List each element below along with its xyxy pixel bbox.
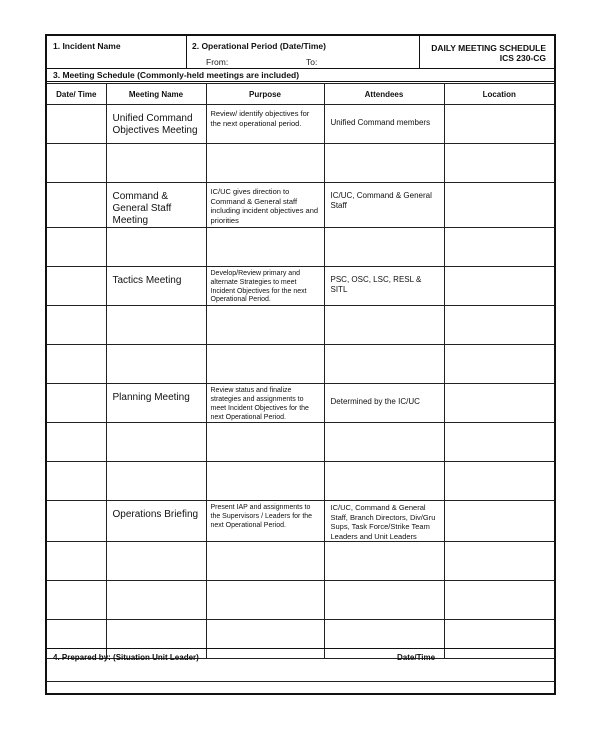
from-label: From: [206,57,229,67]
attendees-cell [324,267,444,306]
attendees-cell[interactable] [324,228,444,267]
meeting-purpose: IC/UC gives direction to Command & General staff including incident objectives and priorities [210,187,319,225]
location-cell[interactable] [444,384,554,423]
location-cell[interactable] [444,501,554,542]
date-time-cell[interactable] [47,144,106,183]
date-time-cell[interactable] [47,345,106,384]
ics-230-form [45,34,556,695]
location-cell[interactable] [444,144,554,183]
column-header-meeting-name: Meeting Name [106,84,206,105]
date-time-cell[interactable] [47,423,106,462]
table-row [47,501,554,542]
meeting-name-cell [106,501,206,542]
location-cell[interactable] [444,228,554,267]
meeting-attendees: Determined by the IC/UC [330,397,420,407]
date-time-label: Date/Time [397,653,436,662]
date-time-cell[interactable] [47,306,106,345]
meeting-schedule-table [47,83,554,659]
meeting-name-cell[interactable] [106,462,206,501]
purpose-cell [206,501,324,542]
column-header-attendees: Attendees [324,84,444,105]
attendees-cell [324,501,444,542]
table-row [47,228,554,267]
meeting-purpose: Review status and finalize strategies and assignments to meet Incident Objectives for the next Operational Period. [210,387,309,421]
table-row [47,144,554,183]
table-row [47,423,554,462]
attendees-cell [324,183,444,228]
meeting-name: Unified Command Objectives Meeting [112,113,198,136]
table-row [47,462,554,501]
location-cell[interactable] [444,423,554,462]
table-row [47,306,554,345]
form-code: ICS 230-CG [499,53,546,63]
meeting-attendees: IC/UC, Command & General Staff [330,191,432,210]
meeting-purpose: Review/ identify objectives for the next operational period. [210,109,310,128]
table-row [47,542,554,581]
incident-name-label: 1. Incident Name [53,41,121,51]
table-row [47,183,554,228]
form-header [47,36,554,69]
date-time-cell[interactable] [47,462,106,501]
attendees-cell[interactable] [324,542,444,581]
attendees-cell [324,384,444,423]
section-3-label: 3. Meeting Schedule (Commonly-held meetings are included) [47,69,554,82]
purpose-cell[interactable] [206,306,324,345]
date-time-cell[interactable] [47,228,106,267]
date-time-cell[interactable] [47,267,106,306]
purpose-cell[interactable] [206,345,324,384]
prepared-by-label: 4. Prepared by: (Situation Unit Leader) [53,653,199,662]
date-time-cell[interactable] [47,542,106,581]
signature-line[interactable] [47,681,554,682]
column-header-date-time: Date/ Time [47,84,106,105]
table-row [47,384,554,423]
meeting-attendees: IC/UC, Command & General Staff, Branch Directors, Div/Gru Sups, Task Force/Strike Team Leaders and Unit Leaders [330,503,436,541]
meeting-name: Tactics Meeting [112,275,182,286]
purpose-cell[interactable] [206,423,324,462]
to-label: To: [306,57,318,67]
meeting-name-cell[interactable] [106,581,206,620]
location-cell[interactable] [444,267,554,306]
location-cell[interactable] [444,183,554,228]
date-time-cell[interactable] [47,384,106,423]
attendees-cell[interactable] [324,581,444,620]
meeting-name-cell[interactable] [106,228,206,267]
purpose-cell[interactable] [206,144,324,183]
location-cell[interactable] [444,105,554,144]
date-time-cell[interactable] [47,581,106,620]
purpose-cell [206,105,324,144]
meeting-purpose: Develop/Review primary and alternate Strategies to meet Incident Objectives for the next Operational Period. [210,270,307,304]
meeting-name-cell[interactable] [106,423,206,462]
column-header-purpose: Purpose [206,84,324,105]
purpose-cell [206,384,324,423]
location-cell[interactable] [444,345,554,384]
prepared-by-section [47,648,554,693]
table-row [47,105,554,144]
meeting-name: Planning Meeting [112,392,190,404]
table-row [47,581,554,620]
purpose-cell[interactable] [206,542,324,581]
date-time-cell[interactable] [47,501,106,542]
attendees-cell[interactable] [324,306,444,345]
operational-period-field[interactable] [187,36,420,68]
meeting-name-cell[interactable] [106,345,206,384]
purpose-cell[interactable] [206,462,324,501]
meeting-name-cell[interactable] [106,144,206,183]
meeting-name-cell[interactable] [106,542,206,581]
table-row [47,267,554,306]
attendees-cell[interactable] [324,462,444,501]
attendees-cell[interactable] [324,423,444,462]
purpose-cell [206,183,324,228]
meeting-name-cell [106,384,206,423]
location-cell[interactable] [444,306,554,345]
table-row [47,345,554,384]
purpose-cell [206,267,324,306]
date-time-cell[interactable] [47,183,106,228]
attendees-cell [324,105,444,144]
incident-name-field[interactable] [47,36,187,68]
purpose-cell[interactable] [206,228,324,267]
meeting-name: Command & General Staff Meeting [112,191,172,226]
meeting-name-cell [106,183,206,228]
location-cell[interactable] [444,462,554,501]
purpose-cell[interactable] [206,581,324,620]
location-cell[interactable] [444,581,554,620]
table-header-row [47,84,554,105]
meeting-name-cell[interactable] [106,306,206,345]
attendees-cell[interactable] [324,345,444,384]
meeting-attendees: PSC, OSC, LSC, RESL & SITL [330,275,422,294]
meeting-name-cell [106,105,206,144]
form-title-block [420,36,554,68]
form-title: DAILY MEETING SCHEDULE [431,43,546,53]
location-cell[interactable] [444,542,554,581]
meeting-purpose: Present IAP and assignments to the Supervisors / Leaders for the next Operational Period. [210,504,313,529]
meeting-name: Operations Briefing [112,509,199,521]
meeting-attendees: Unified Command members [330,118,431,127]
attendees-cell[interactable] [324,144,444,183]
date-time-cell[interactable] [47,105,106,144]
operational-period-label: 2. Operational Period (Date/Time) [192,41,326,51]
column-header-location: Location [444,84,554,105]
meeting-name-cell [106,267,206,306]
